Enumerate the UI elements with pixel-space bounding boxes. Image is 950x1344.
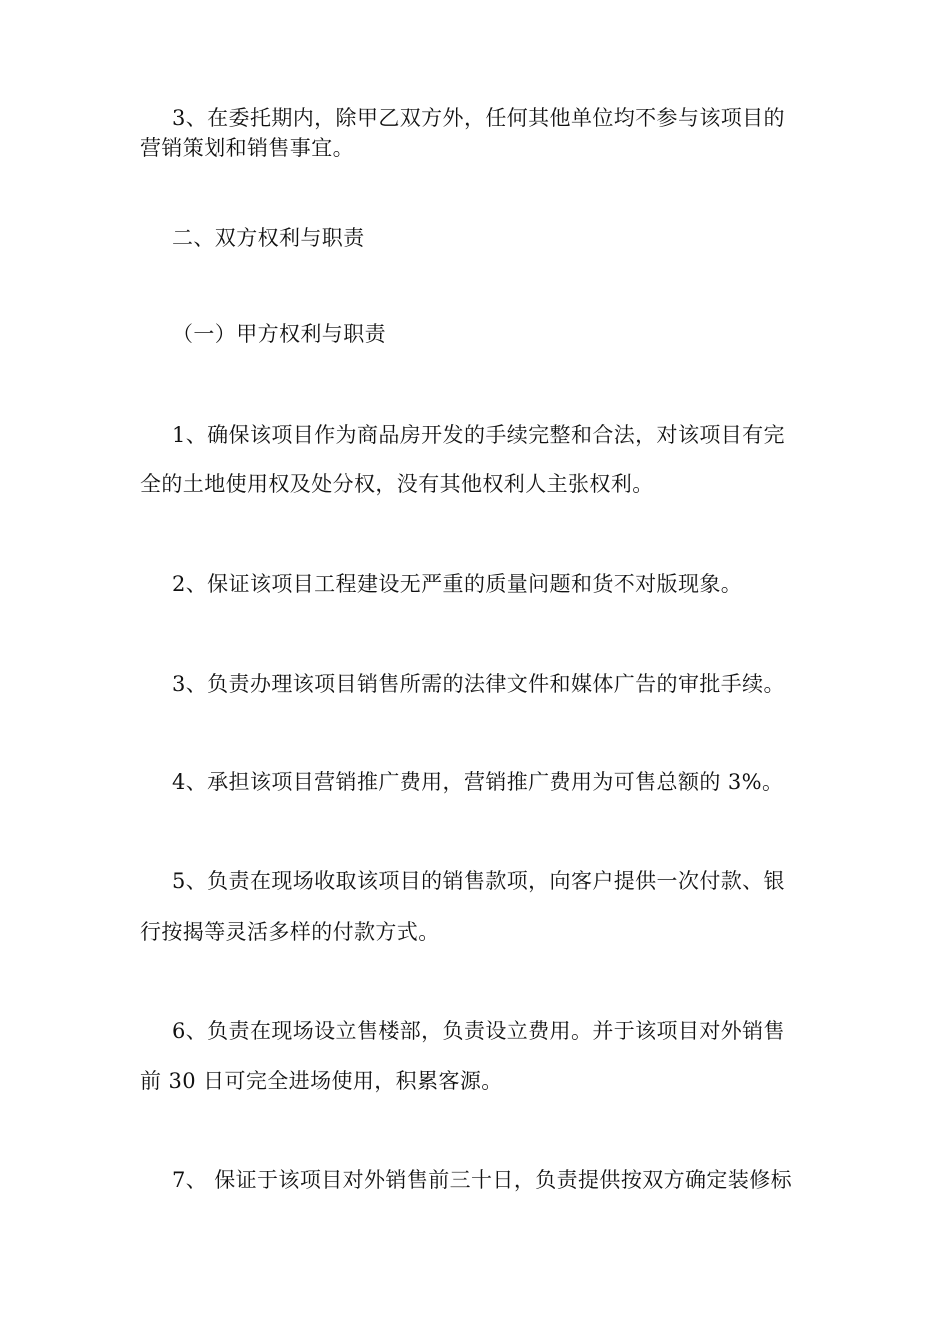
item-1-line-2: 全的土地使用权及处分权，没有其他权利人主张权利。 xyxy=(140,472,654,496)
item-5-line-2: 行按揭等灵活多样的付款方式。 xyxy=(140,920,440,944)
section-heading: 二、双方权利与职责 xyxy=(172,226,365,250)
item-6-line-2: 前 30 日可完全进场使用，积累客源。 xyxy=(140,1069,503,1093)
item-7-line-1: 7、 保证于该项目对外销售前三十日，负责提供按双方确定装修标 xyxy=(172,1168,793,1192)
item-3: 3、负责办理该项目销售所需的法律文件和媒体广告的审批手续。 xyxy=(172,672,785,696)
subsection-heading: （一）甲方权利与职责 xyxy=(172,322,386,346)
item-2: 2、保证该项目工程建设无严重的质量问题和货不对版现象。 xyxy=(172,572,743,596)
item-1-line-1: 1、确保该项目作为商品房开发的手续完整和合法，对该项目有完 xyxy=(172,423,785,447)
clause-3-line-1: 3、在委托期内，除甲乙双方外，任何其他单位均不参与该项目的 xyxy=(172,106,785,130)
item-4: 4、承担该项目营销推广费用，营销推广费用为可售总额的 3%。 xyxy=(172,770,784,794)
item-6-line-1: 6、负责在现场设立售楼部，负责设立费用。并于该项目对外销售 xyxy=(172,1019,785,1043)
clause-3-line-2: 营销策划和销售事宜。 xyxy=(140,136,354,160)
item-5-line-1: 5、负责在现场收取该项目的销售款项，向客户提供一次付款、银 xyxy=(172,869,785,893)
